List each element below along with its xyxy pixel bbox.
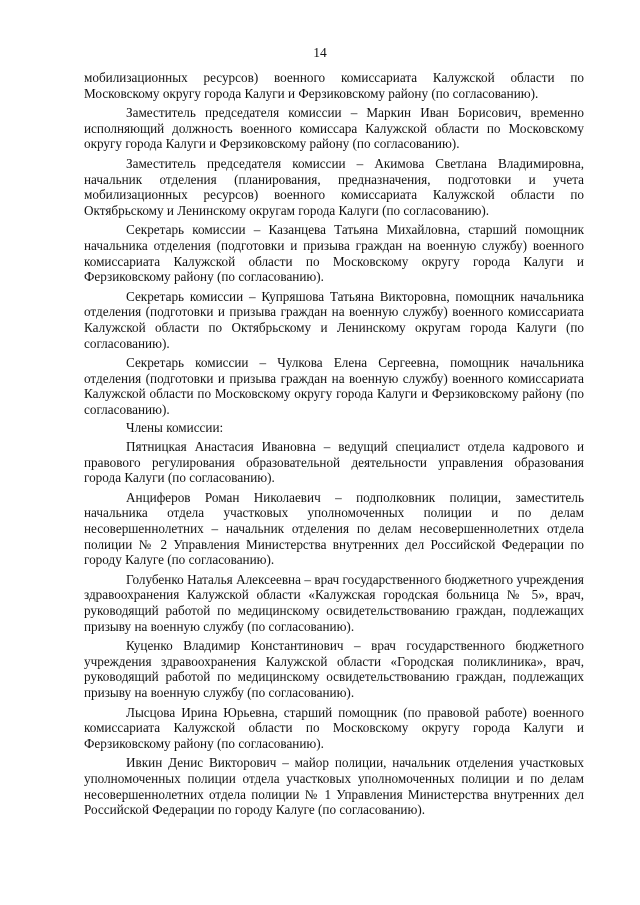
- paragraph: Лысцова Ирина Юрьевна, старший помощник (по правовой работе) военного комиссариата Калужской области по Московскому округу города Калуги и Ферзиковскому району (по согласованию).: [84, 704, 584, 751]
- paragraph: Заместитель председателя комиссии – Маркин Иван Борисович, временно исполняющий должность военного комиссара Калужской области по Московскому округу города Калуги и Ферзиковскому району (по согласованию).: [84, 105, 584, 152]
- paragraph: Секретарь комиссии – Купряшова Татьяна Викторовна, помощник начальника отделения (подготовки и призыва граждан на военную службу) военного комиссариата Калужской области по Октябрьскому и Ленинскому округам города Калуги (по согласованию).: [84, 288, 584, 351]
- paragraph: мобилизационных ресурсов) военного комиссариата Калужской области по Московскому округу города Калуги и Ферзиковскому району (по согласованию).: [84, 70, 584, 101]
- page-number: 14: [313, 45, 327, 60]
- paragraph: Секретарь комиссии – Казанцева Татьяна Михайловна, старший помощник начальника отделения (подготовки и призыва граждан на военную службу) военного комиссариата Калужской области по Московскому округу города Калуги и Ферзиковскому району (по согласованию).: [84, 222, 584, 285]
- paragraph: Секретарь комиссии – Чулкова Елена Сергеевна, помощник начальника отделения (подготовки и призыва граждан на военную службу) военного комиссариата Калужской области по Московскому округу города Калуги и Ферзиковскому району (по согласованию).: [84, 355, 584, 417]
- paragraph: Заместитель председателя комиссии – Акимова Светлана Владимировна, начальник отделения (планирования, предназначения, подготовки и учета мобилизационных ресурсов) военного комиссариата Калужской области по Октябрьскому и Ленинскому округам города Калуги (по согласованию).: [84, 155, 584, 218]
- paragraph: Куценко Владимир Константинович – врач государственного бюджетного учреждения здравоохранения Калужской области «Городская поликлиника», врач, руководящий работой по медицинскому освидетельствованию граждан, подлежащих призыву на военную службу (по согласованию).: [84, 638, 584, 700]
- members-heading: Члены комиссии:: [126, 420, 224, 436]
- paragraph: Ивкин Денис Викторович – майор полиции, начальник отделения участковых уполномоченных полиции отдела участковых уполномоченных полиции и по делам несовершеннолетних отдела полиции № 1 Управления Министерства внутренних дел Российской Федерации по городу Калуге (по согласованию).: [84, 755, 584, 818]
- document-body: [84, 70, 584, 821]
- paragraph: Голубенко Наталья Алексеевна – врач государственного бюджетного учреждения здравоохранения Калужской области «Калужская городская больница № 5», врач, руководящий работой по медицинскому освидетельствованию граждан, подлежащих призыву на военную службу (по согласованию).: [84, 571, 584, 634]
- paragraph: Анциферов Роман Николаевич – подполковник полиции, заместитель начальника отдела участковых уполномоченных полиции и по делам несовершеннолетних – начальник отделения по делам несовершеннолетних отдела полиции № 2 Управления Министерства внутренних дел Российской Федерации по городу Калуге (по согласованию).: [84, 489, 584, 568]
- paragraph: Пятницкая Анастасия Ивановна – ведущий специалист отдела кадрового и правового регулирования образовательной деятельности управления образования города Калуги (по согласованию).: [84, 439, 584, 486]
